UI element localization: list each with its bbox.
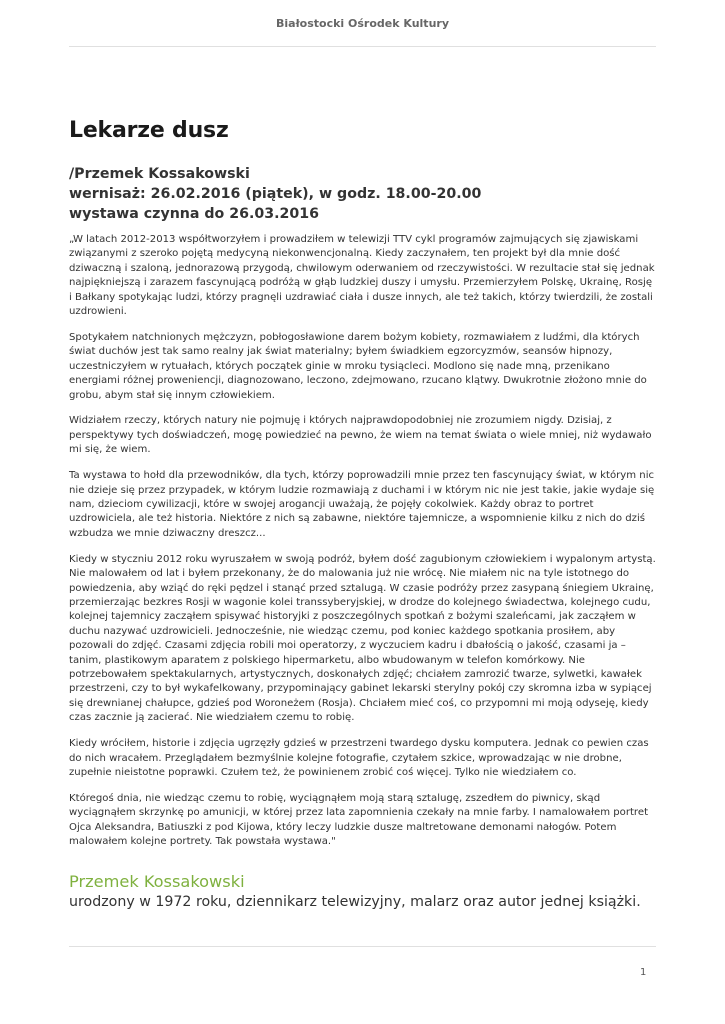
paragraph: Kiedy w styczniu 2012 roku wyruszałem w swoją podróż, byłem dość zagubionym człowiekiem i wypalonym artystą. Nie malowałem od lat i byłem przekonany, że do malowania już nie wrócę. Nie miałem nic na tyle istotnego do powiedzenia, aby wziąć do ręki pędzel i stanąć przed sztalugą. W czasie podróży przez zasypaną śniegiem Ukrainę, przemierzając bezkres Rosji w wagonie kolei transsyberyjskiej, w drodze do kolejnego świadectwa, kolejnego cudu, kolejnej tajemnicy zacząłem spisywać historyjki z poszczególnych spotkań z bożymi szaleńcami, jak zacząłem w duchu nazywać uzdrowicieli. Jednocześnie, nie wiedząc czemu, pod koniec każdego spotkania prosiłem, aby pozowali do zdjęć. Czasami zdjęcia robili moi operatorzy, z wyczuciem kadru i dbałością o jakość, czasami ja – tanim, plastikowym aparatem z polskiego hipermarketu, albo wbudowanym w telefon komórkowy. Nie potrzebowałem spektakularnych, artystycznych, doskonałych zdjęć; chciałem zamrozić twarze, sylwetki, kawałek przestrzeni, czy to był wykafelkowany, przypominający gabinet lekarski sterylny pokój czy skromna izba w sypiącej się drewnianej chałupce, gdzieś pod Woroneżem (Rosja). Chciałem mieć coś, co przypomni mi moją odyseję, kiedy czas zacznie ją zacierać. Nie wiedziałem czemu to robię. xyxy=(69,553,656,724)
paragraph: Ta wystawa to hołd dla przewodników, dla tych, którzy poprowadzili mnie przez ten fascynujący świat, w którym nic nie dzieje się przez przypadek, w którym ludzie rozmawiają z duchami i w którym nic nie jest takie, jakie wydaje się nam, dzieciom cywilizacji, które w swojej arogancji uważają, że pojęły cokolwiek. Każdy obraz to portret uzdrowiciela, ale też historia. Niektóre z nich są zabawne, niektóre tajemnicze, a wspomnienie kilku z nich do dziś wzbudza we mnie dziwaczny dreszcz... xyxy=(69,470,655,539)
paragraph: Spotykałem natchnionych mężczyzn, pobłogosławione darem bożym kobiety, rozmawiałem z ludźmi, dla których świat duchów jest tak samo realny jak świat materialny; byłem świadkiem egzorcyzmów, seansów hipnozy, uczestniczyłem w rytuałach, których początek ginie w mroku tysiącleci. Modlono się nade mną, przenikano energiami różnej proweniencji, diagnozowano, leczono, zdejmowano, rzucano klątwy. Dwukrotnie złożono mnie do grobu, abym stał się innym człowiekiem. xyxy=(69,331,647,401)
paragraph: „W latach 2012-2013 współtworzyłem i prowadziłem w telewizji TTV cykl programów zajmujących się zjawiskami związanymi z szeroko pojętą medycyną niekonwencjonalną. Kiedy zaczynałem, ten projekt był dla mnie dość dziwaczną i szaloną, jednorazową przygodą, chwilowym oderwaniem od rzeczywistości. W rezultacie stał się jednak najpiękniejszą i zarazem fascynującą podróżą w głąb ludzkiej duszy i umysłu. Przemierzyłem Polskę, Ukrainę, Rosję i Bałkany spotykając ludzi, którzy pragnęli uzdrawiać ciała i dusze innych, ale też takich, którzy twierdzili, że zostali uzdrowieni. xyxy=(69,234,655,318)
footer-divider xyxy=(69,946,656,947)
exhibition-dates-line: wystawa czynna do 26.03.2016 xyxy=(69,206,319,222)
page-number: 1 xyxy=(640,967,647,978)
author-bio: urodzony w 1972 roku, dziennikarz telewizyjny, malarz oraz autor jednej książki. xyxy=(69,894,641,910)
author-name: Przemek Kossakowski xyxy=(69,872,245,891)
article-body xyxy=(69,233,656,861)
vernissage-line: wernisaż: 26.02.2016 (piątek), w godz. 18.00-20.00 xyxy=(69,186,482,202)
paragraph: Widziałem rzeczy, których natury nie pojmuję i których najprawdopodobniej nie zrozumiem nigdy. Dzisiaj, z perspektywy tych doświadczeń, mogę powiedzieć na pewno, że wiem na temat świata o wiele mniej, niż wydawało mi się, że wiem. xyxy=(69,415,652,456)
site-header: Białostocki Ośrodek Kultury xyxy=(276,17,449,30)
artist-line: /Przemek Kossakowski xyxy=(69,166,250,182)
article-subheading xyxy=(69,164,481,224)
header-divider xyxy=(69,46,656,47)
paragraph: Któregoś dnia, nie wiedząc czemu to robię, wyciągnąłem moją starą sztalugę, zszedłem do piwnicy, skąd wyciągnąłem skrzynkę po amunicji, w której przez lata zapomnienia czekały na mnie farby. I namalowałem portret Ojca Aleksandra, Batiuszki z pod Kijowa, który leczy ludzkie dusze maltretowane demonami nałogów. Potem malowałem kolejne portrety. Tak powstała wystawa." xyxy=(69,792,649,848)
article-title: Lekarze dusz xyxy=(69,118,229,143)
paragraph: Kiedy wróciłem, historie i zdjęcia ugrzęzły gdzieś w przestrzeni twardego dysku komputera. Jednak co pewien czas do nich wracałem. Przeglądałem bezmyślnie kolejne fotografie, czytałem szkice, wprowadzając w nie drobne, zupełnie nieistotne poprawki. Czułem też, że powinienem zrobić coś więcej. Tylko nie wiedziałem co. xyxy=(69,738,649,778)
